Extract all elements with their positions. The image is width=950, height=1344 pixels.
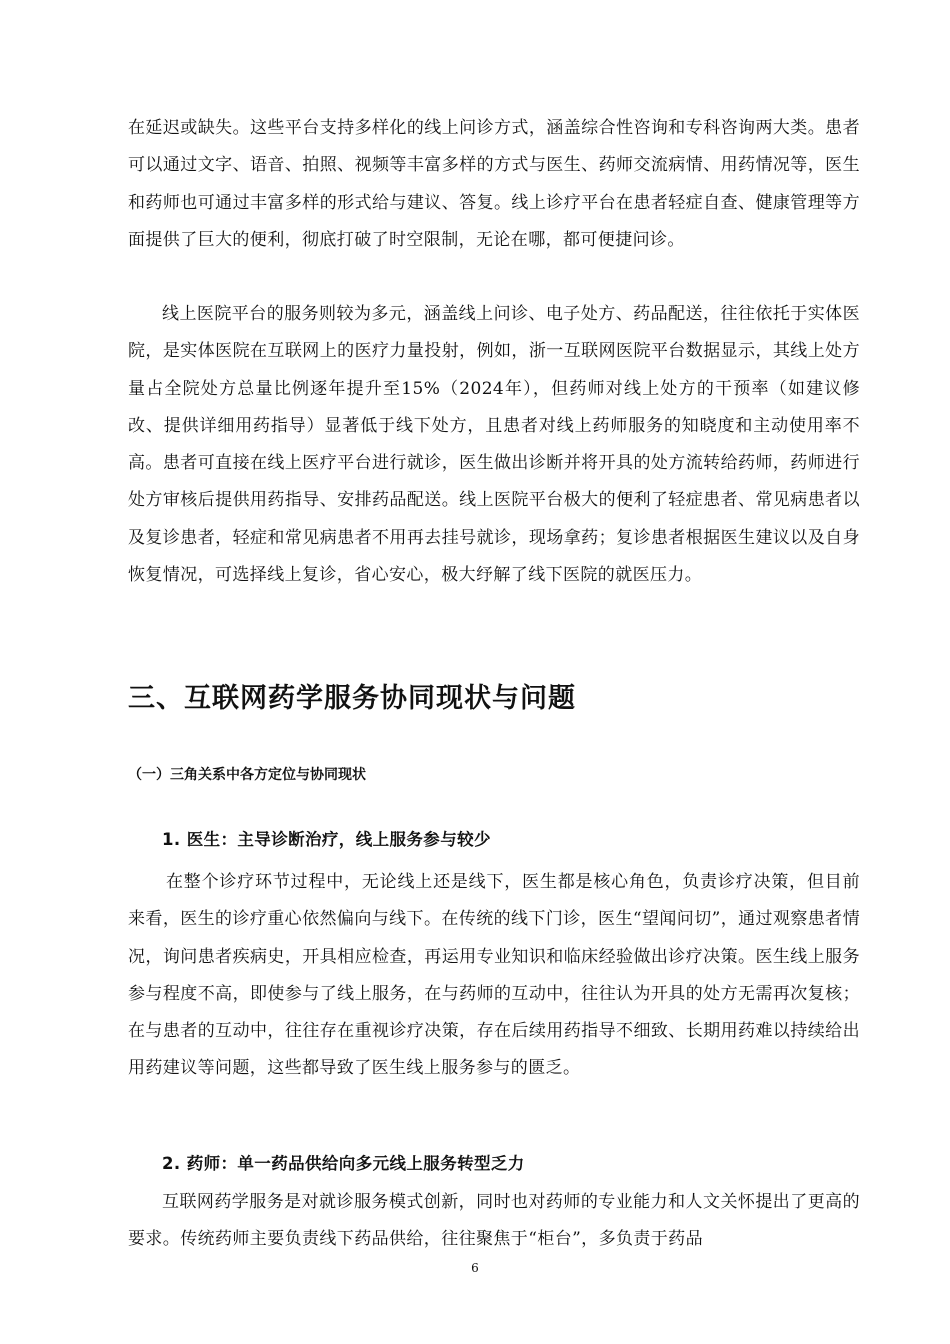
paragraph-pharmacist-role: 互联网药学服务是对就诊服务模式创新，同时也对药师的专业能力和人文关怀提出了更高的要求。传统药师主要负责线下药品供给，往往聚焦于“柜台”，多负责于药品	[128, 1192, 860, 1250]
item-heading-doctor: 1. 医生：主导诊断治疗，线上服务参与较少	[162, 830, 491, 849]
subsection-heading: （一）三角关系中各方定位与协同现状	[128, 767, 366, 783]
page-number: 6	[471, 1261, 479, 1275]
paragraph-doctor-role: 在整个诊疗环节过程中，无论线上还是线下，医生都是核心角色，负责诊疗决策，但目前来看，医生的诊疗重心依然偏向与线下。在传统的线下门诊，医生“望闻问切”，通过观察患者情况，询问患者疾病史，开具相应检查，再运用专业知识和临床经验做出诊疗决策。医生线上服务参与程度不高，即使参与了线上服务，在与药师的互动中，往往认为开具的处方无需再次复核；在与患者的互动中，往往存在重视诊疗决策，存在后续用药指导不细致、长期用药难以持续给出用药建议等问题，这些都导致了医生线上服务参与的匮乏。	[128, 872, 860, 1079]
section-heading: 三、互联网药学服务协同现状与问题	[128, 683, 576, 714]
item-heading-pharmacist: 2. 药师：单一药品供给向多元线上服务转型乏力	[162, 1154, 525, 1173]
paragraph-online-consult-platforms: 在延迟或缺失。这些平台支持多样化的线上问诊方式，涵盖综合性咨询和专科咨询两大类。患者可以通过文字、语音、拍照、视频等丰富多样的方式与医生、药师交流病情、用药情况等，医生和药师也可通过丰富多样的形式给与建议、答复。线上诊疗平台在患者轻症自查、健康管理等方面提供了巨大的便利，彻底打破了时空限制，无论在哪，都可便捷问诊。	[128, 118, 860, 250]
paragraph-online-hospital-platforms: 线上医院平台的服务则较为多元，涵盖线上问诊、电子处方、药品配送，往往依托于实体医院，是实体医院在互联网上的医疗力量投射，例如，浙一互联网医院平台数据显示，其线上处方量占全院处方总量比例逐年提升至15%（2024年），但药师对线上处方的干预率（如建议修改、提供详细用药指导）显著低于线下处方，且患者对线上药师服务的知晓度和主动使用率不高。患者可直接在线上医疗平台进行就诊，医生做出诊断并将开具的处方流转给药师，药师进行处方审核后提供用药指导、安排药品配送。线上医院平台极大的便利了轻症患者、常见病患者以及复诊患者，轻症和常见病患者不用再去挂号就诊，现场拿药；复诊患者根据医生建议以及自身恢复情况，可选择线上复诊，省心安心，极大纾解了线下医院的就医压力。	[128, 304, 860, 586]
